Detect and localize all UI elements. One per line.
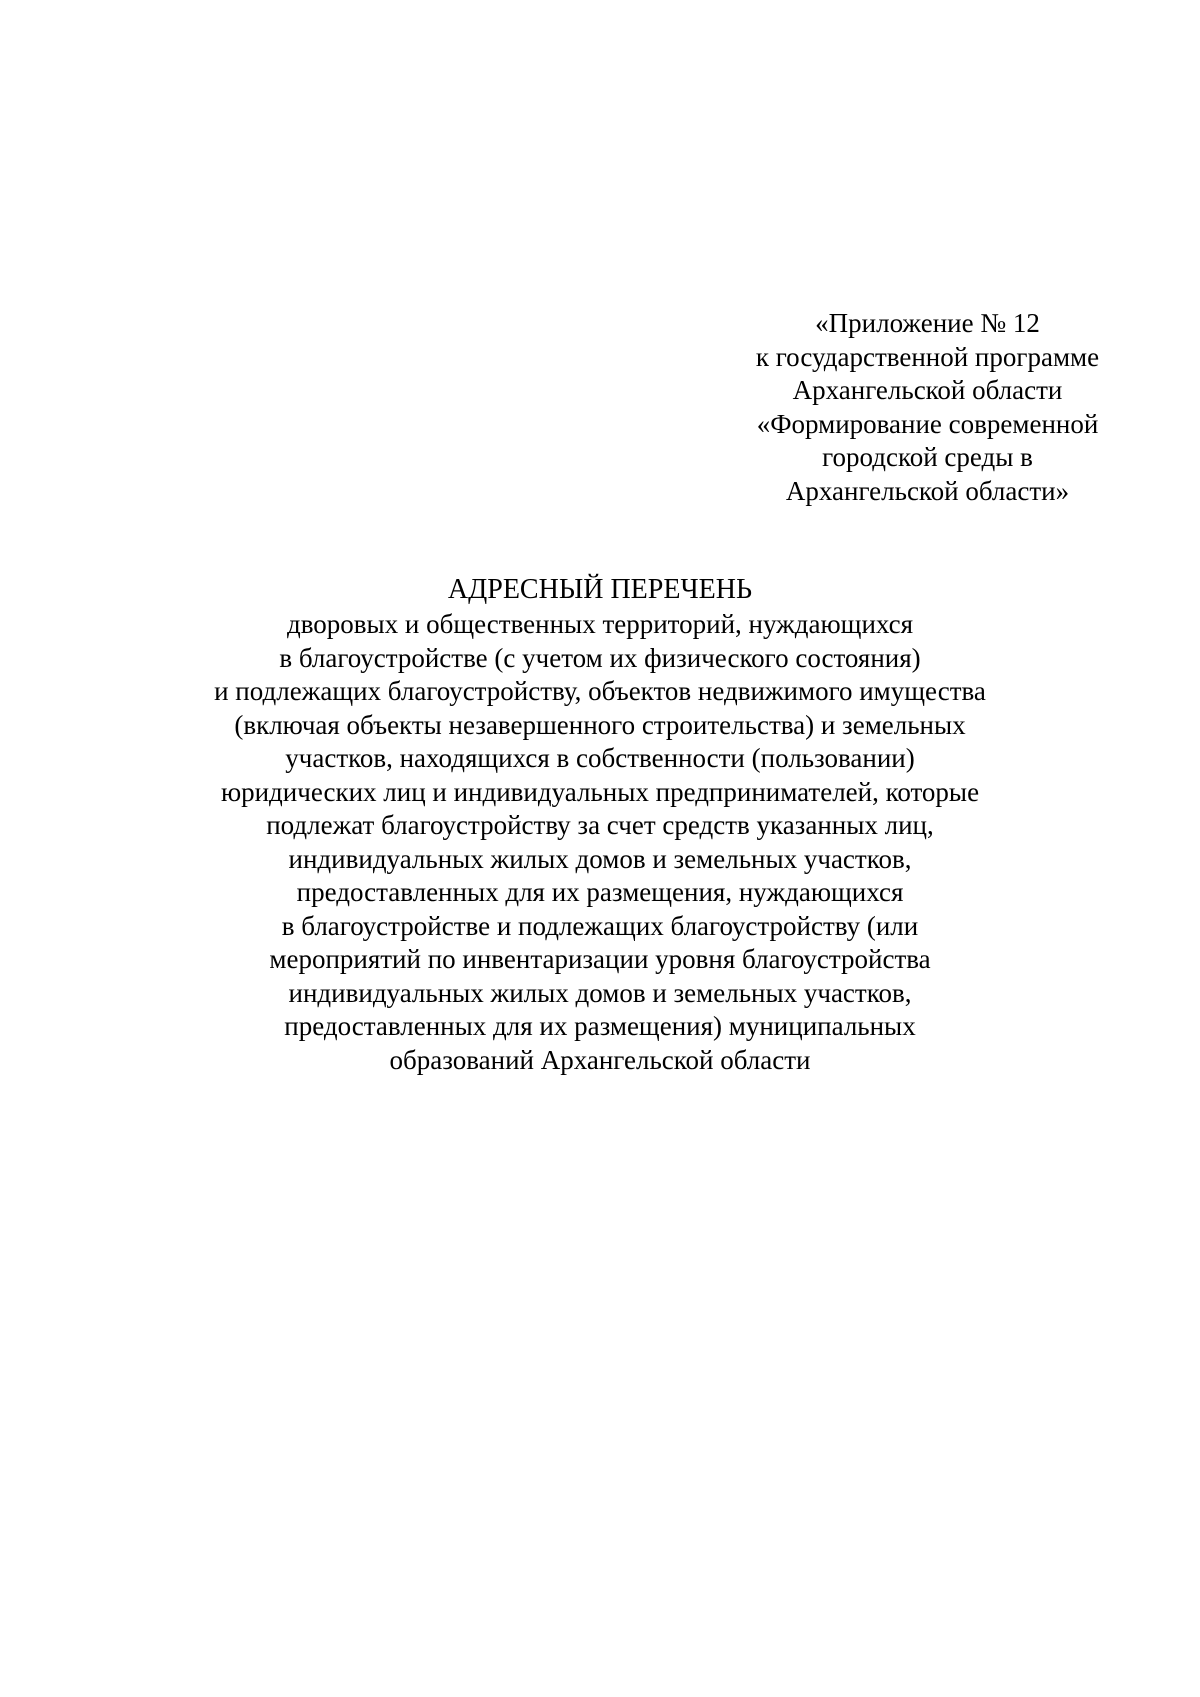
subtitle-line: дворовых и общественных территорий, нуждающихся — [286, 609, 914, 639]
document-heading: АДРЕСНЫЙ ПЕРЕЧЕНЬ — [447, 574, 753, 605]
subtitle-line: подлежат благоустройству за счет средств указанных лиц, — [266, 810, 934, 840]
appendix-line: «Формирование современной — [756, 408, 1099, 439]
appendix-line: Архангельской области — [792, 375, 1063, 405]
appendix-reference — [700, 307, 1155, 508]
document-subtitle — [190, 608, 1010, 1077]
subtitle-line: участков, находящихся в собственности (пользовании) — [285, 743, 915, 773]
subtitle-line: (включая объекты незавершенного строительства) и земельных — [234, 709, 966, 740]
subtitle-line: мероприятий по инвентаризации уровня благоустройства — [269, 944, 931, 974]
subtitle-line: и подлежащих благоустройству, объектов недвижимого имущества — [214, 676, 986, 706]
document-title-block — [190, 572, 1010, 1077]
subtitle-line: индивидуальных жилых домов и земельных участков, — [288, 843, 912, 874]
subtitle-line: в благоустройстве (с учетом их физического состояния) — [279, 642, 921, 673]
subtitle-line: предоставленных для их размещения) муниципальных — [284, 1011, 916, 1041]
subtitle-line: в благоустройстве и подлежащих благоустройству (или — [281, 910, 919, 941]
subtitle-line: образований Архангельской области — [389, 1044, 811, 1075]
subtitle-line: индивидуальных жилых домов и земельных участков, — [288, 977, 912, 1008]
appendix-line: к государственной программе — [755, 341, 1100, 372]
subtitle-line: предоставленных для их размещения, нуждающихся — [296, 877, 904, 907]
appendix-line: Архангельской области» — [785, 475, 1070, 506]
appendix-line: городской среды в — [822, 442, 1033, 472]
subtitle-line: юридических лиц и индивидуальных предпринимателей, которые — [220, 776, 980, 807]
appendix-line: «Приложение № 12 — [815, 308, 1040, 338]
